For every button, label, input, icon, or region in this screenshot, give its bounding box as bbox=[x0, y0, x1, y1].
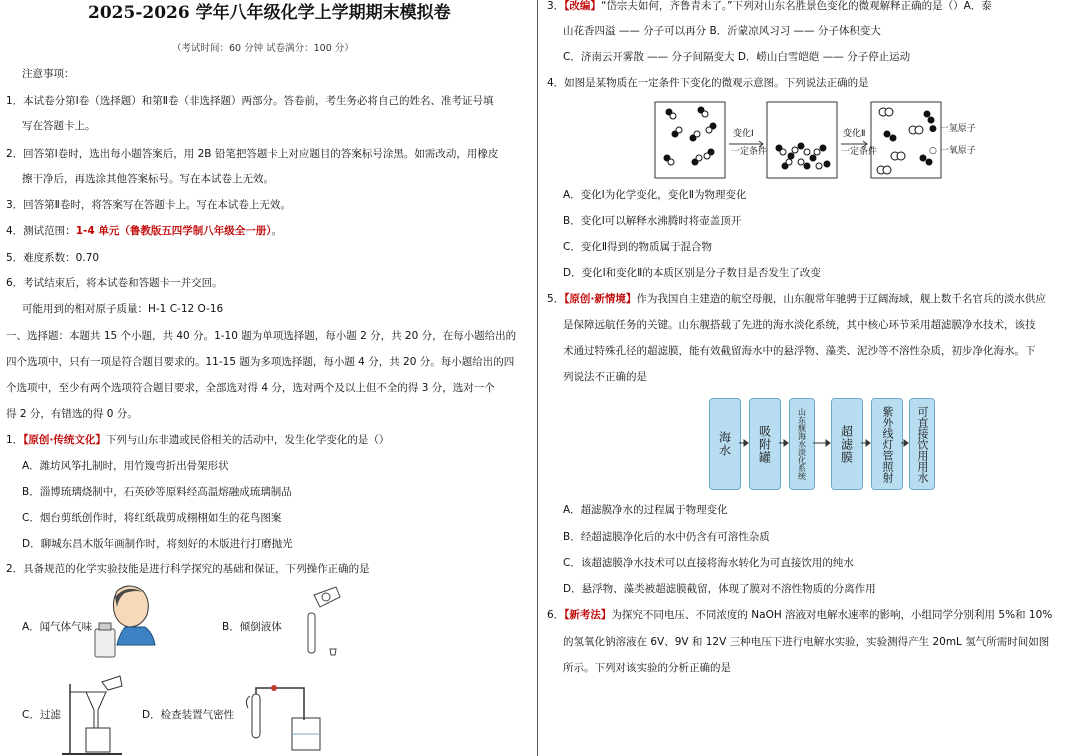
q5-option-c: C．该超滤膜净水技术可以直接将海水转化为可直接饮用的纯水 bbox=[563, 557, 854, 569]
left-column bbox=[0, 0, 536, 756]
q4-stem: 4．如图是某物质在一定条件下变化的微观示意图。下列说法正确的是 bbox=[547, 77, 869, 89]
q4-option-c: C．变化Ⅱ得到的物质属于混合物 bbox=[563, 241, 712, 253]
note-1b: 写在答题卡上。 bbox=[22, 120, 96, 132]
filtration-illustration bbox=[62, 676, 127, 756]
q6-text: 为探究不同电压、不同浓度的 NaOH 溶液对电解水速率的影响，小组同学分别利用 5%和 10% bbox=[611, 609, 1053, 621]
change-2-condition: 一定条件 bbox=[841, 147, 878, 157]
q2-option-d: D．检查装置气密性 bbox=[142, 709, 235, 721]
smell-gas-illustration bbox=[95, 583, 165, 661]
q1-option-c: C．烟台剪纸创作时，将红纸裁剪成栩栩如生的花鸟图案 bbox=[22, 512, 282, 524]
notes-heading: 注意事项： bbox=[22, 68, 75, 80]
q3-text: “岱宗夫如何，齐鲁青未了。”下列对山东名胜景色变化的微观解释正确的是（）A．泰 bbox=[600, 0, 992, 12]
q5-tag: 【原创·新情境】 bbox=[564, 293, 637, 305]
flow-step-adsorption-tank: 吸附罐 bbox=[749, 398, 781, 490]
flow-step-drinking-water: 可直接饮用用水 bbox=[909, 398, 935, 490]
q5-line4: 列说法不正确的是 bbox=[563, 371, 647, 383]
right-column bbox=[541, 0, 1080, 756]
flow-step-desalination-system: 山东舰海水淡化系统 bbox=[789, 398, 815, 490]
q1-num: 1． bbox=[6, 434, 24, 446]
q1-option-b: B．淄博琉璃烧制中，石英砂等原料经高温熔融成琉璃制品 bbox=[22, 486, 292, 498]
change-2-label: 变化Ⅱ bbox=[843, 129, 866, 139]
note-3: 3．回答第Ⅱ卷时，将答案写在答题卡上。写在本试卷上无效。 bbox=[6, 199, 291, 211]
legend-oxygen: ○ 一氧原子 bbox=[929, 146, 976, 156]
q5-line3: 术通过特殊孔径的超滤膜，能有效截留海水中的悬浮物、藻类、泥沙等不溶性杂质，初步净化海水。下 bbox=[563, 345, 1036, 357]
section1-line1: 一、选择题：本题共 15 个小题，共 40 分。1-10 题为单项选择题，每小题 2 分，共 20 分，在每小题给出的 bbox=[6, 330, 517, 342]
q6-line3: 所示。下列对该实验的分析正确的是 bbox=[563, 662, 731, 674]
q3-num: 3． bbox=[547, 0, 565, 12]
q1-option-d: D．聊城东昌木版年画制作时，将刻好的木版进行打磨抛光 bbox=[22, 538, 293, 550]
q1-option-a: A．潍坊风筝扎制时，用竹篾弯折出骨架形状 bbox=[22, 460, 229, 472]
q5-option-a: A．超滤膜净水的过程属于物理变化 bbox=[563, 504, 728, 516]
note-6: 6．考试结束后，将本试卷和答题卡一并交回。 bbox=[6, 277, 223, 289]
note-2a: 2．回答第Ⅰ卷时，选出每小题答案后，用 2B 铅笔把答题卡上对应题目的答案标号涂黑。如需改动，用橡皮 bbox=[6, 148, 499, 160]
q1-stem bbox=[6, 433, 389, 447]
note-1a: 1．本试卷分第Ⅰ卷（选择题）和第Ⅱ卷（非选择题）两部分。答卷前，考生务必将自己的姓名、准考证号填 bbox=[6, 95, 494, 107]
flow-step-ultrafiltration: 超滤膜 bbox=[831, 398, 863, 490]
pour-liquid-illustration bbox=[300, 585, 350, 660]
legend-hydrogen: ● 一氢原子 bbox=[929, 124, 976, 134]
q6-line1 bbox=[547, 608, 1052, 622]
q6-tag: 【新考法】 bbox=[564, 609, 612, 621]
q1-tag: 【原创·传统文化】 bbox=[23, 434, 106, 446]
flow-step-seawater: 海水 bbox=[709, 398, 741, 490]
note-4-suffix: 。 bbox=[271, 225, 283, 237]
note-4 bbox=[6, 224, 282, 238]
exam-info: （考试时间：60 分钟 试卷满分：100 分） bbox=[172, 43, 354, 54]
column-divider bbox=[537, 0, 538, 756]
q3-tag: 【改编】 bbox=[564, 0, 601, 12]
q1-text: 下列与山东非遗或民俗相关的活动中，发生化学变化的是（） bbox=[105, 434, 390, 446]
q5-text: 作为我国自主建造的航空母舰，山东舰常年驰骋于辽阔海域，舰上数千名官兵的淡水供应 bbox=[636, 293, 1046, 305]
q3-line3: C．济南云开雾散 —— 分子间隔变大 D．崂山白雪皑皑 —— 分子停止运动 bbox=[563, 51, 911, 63]
test-scope: 1-4 单元（鲁教版五四学制八年级全一册） bbox=[75, 225, 272, 237]
q4-option-b: B．变化Ⅰ可以解释水沸腾时将壶盖顶开 bbox=[563, 215, 742, 227]
note-5: 5．难度系数：0.70 bbox=[6, 252, 100, 264]
change-1-condition: 一定条件 bbox=[731, 147, 768, 157]
q4-option-d: D．变化Ⅰ和变化Ⅱ的本质区别是分子数目是否发生了改变 bbox=[563, 267, 821, 279]
q5-num: 5． bbox=[547, 293, 565, 305]
section1-line3: 个选项中，至少有两个选项符合题目要求，全部选对得 4 分，选对两个及以上但不全的得 3 分，选对一个 bbox=[6, 382, 495, 394]
page-title: 2025-2026 学年八年级化学上学期期末模拟卷 bbox=[88, 3, 451, 23]
q5-option-d: D．悬浮物、藻类被超滤膜截留，体现了膜对不溶性物质的分离作用 bbox=[563, 583, 876, 595]
q4-option-a: A．变化Ⅰ为化学变化，变化Ⅱ为物理变化 bbox=[563, 189, 747, 201]
section1-line4: 得 2 分，有错选的得 0 分。 bbox=[6, 408, 138, 420]
q2-option-b: B．倾倒液体 bbox=[222, 621, 282, 633]
q5-option-b: B．经超滤膜净化后的水中仍含有可溶性杂质 bbox=[563, 531, 770, 543]
atomic-mass: 可能用到的相对原子质量：H-1 C-12 O-16 bbox=[22, 303, 224, 315]
airtightness-illustration bbox=[244, 678, 329, 756]
note-2b: 擦干净后，再选涂其他答案标号。写在本试卷上无效。 bbox=[22, 173, 274, 185]
section1-line2: 四个选项中，只有一项是符合题目要求的。11-15 题为多项选择题，每小题 4 分，共 20 分。每小题给出的四 bbox=[6, 356, 515, 368]
q2-option-c: C．过滤 bbox=[22, 709, 61, 721]
note-4-prefix: 4．测试范围： bbox=[6, 225, 76, 237]
q3-line2: 山花香四溢 —— 分子可以再分 B．沂蒙凉风习习 —— 分子体积变大 bbox=[563, 25, 881, 37]
flow-step-uv-lamp: 紫外线灯管照射 bbox=[871, 398, 903, 490]
q2-stem: 2．具备规范的化学实验技能是进行科学探究的基础和保证，下列操作正确的是 bbox=[6, 563, 370, 575]
q6-num: 6． bbox=[547, 609, 565, 621]
q6-line2: 的氢氧化钠溶液在 6V、9V 和 12V 三种电压下进行电解水实验，实验测得产生 20mL 氢气所需时间如图 bbox=[563, 636, 1050, 648]
q2-option-a: A．闻气体气味 bbox=[22, 621, 93, 633]
change-1-label: 变化Ⅰ bbox=[733, 129, 754, 139]
q5-line2: 是保障远航任务的关键。山东舰搭载了先进的海水淡化系统，其中核心环节采用超滤膜净水技术，该技 bbox=[563, 319, 1036, 331]
